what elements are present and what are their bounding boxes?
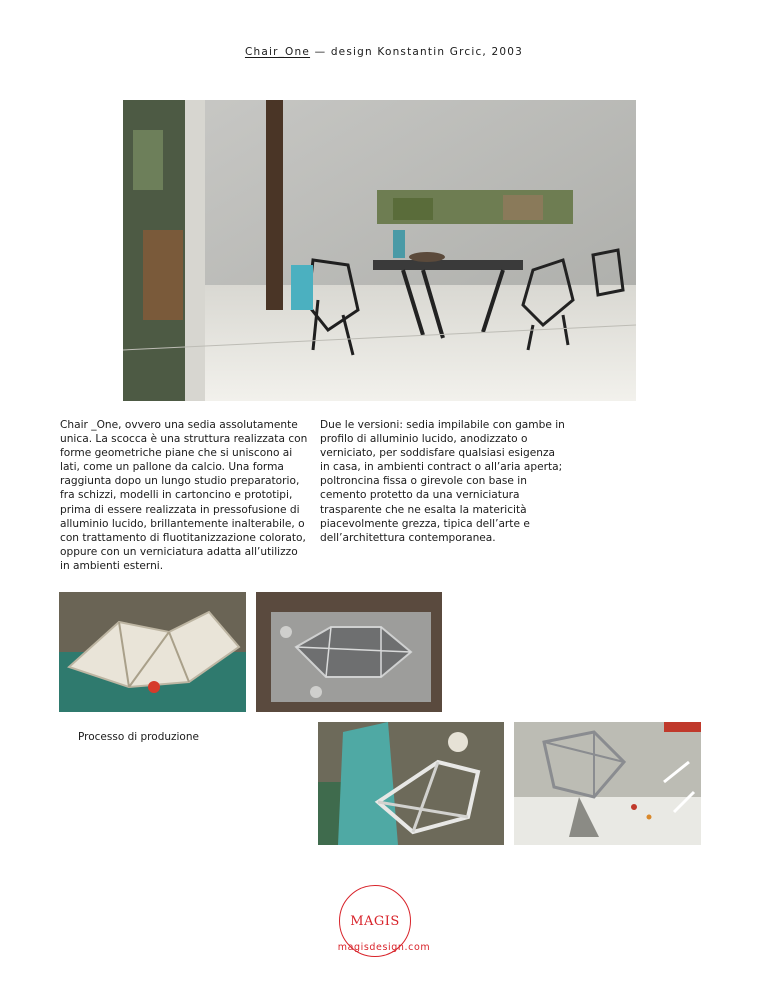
production-photo-workshop [514, 722, 701, 845]
product-name: Chair_One [244, 46, 311, 58]
description-right: Due le versioni: sedia impilabile con gambe in profilo di alluminio lucido, anodizzato o verniciato, per soddisfare qualsiasi esigenza in casa, in ambienti contract o all’aria aperta; poltroncina fissa o girevole con base in cemento protetto da una verniciatura trasparente che ne esalta la matericità piacevolmente grezza, tipica dell’arte e dell’architettura contemporanea. [320, 419, 565, 544]
description-left: Chair _One, ovvero una sedia assolutamente unica. La scocca è una struttura realizzata con forme geometriche piane che si uniscono ai lati, come un pallone da calcio. Una forma raggiunta dopo un lungo studio preparatorio, fra schizzi, modelli in cartoncino e prototipi, prima di essere realizzata in pressofusione di alluminio lucido, brillantemente inalterabile, o con trattamento di fluotitanizzazione colorato, oppure con un verniciatura adatta all’utilizzo in ambienti esterni. [60, 419, 308, 572]
website-link[interactable]: magisdesign.com [337, 942, 431, 953]
document-header [0, 46, 768, 58]
designer-credit: — design Konstantin Grcic, 2003 [310, 46, 524, 58]
gallery-caption: Processo di produzione [78, 731, 199, 743]
hero-photo [123, 100, 636, 401]
logo-text: MAGIS [350, 913, 400, 929]
production-photo-worker [318, 722, 504, 845]
production-photo-model [59, 592, 246, 712]
production-photo-mould [256, 592, 442, 712]
